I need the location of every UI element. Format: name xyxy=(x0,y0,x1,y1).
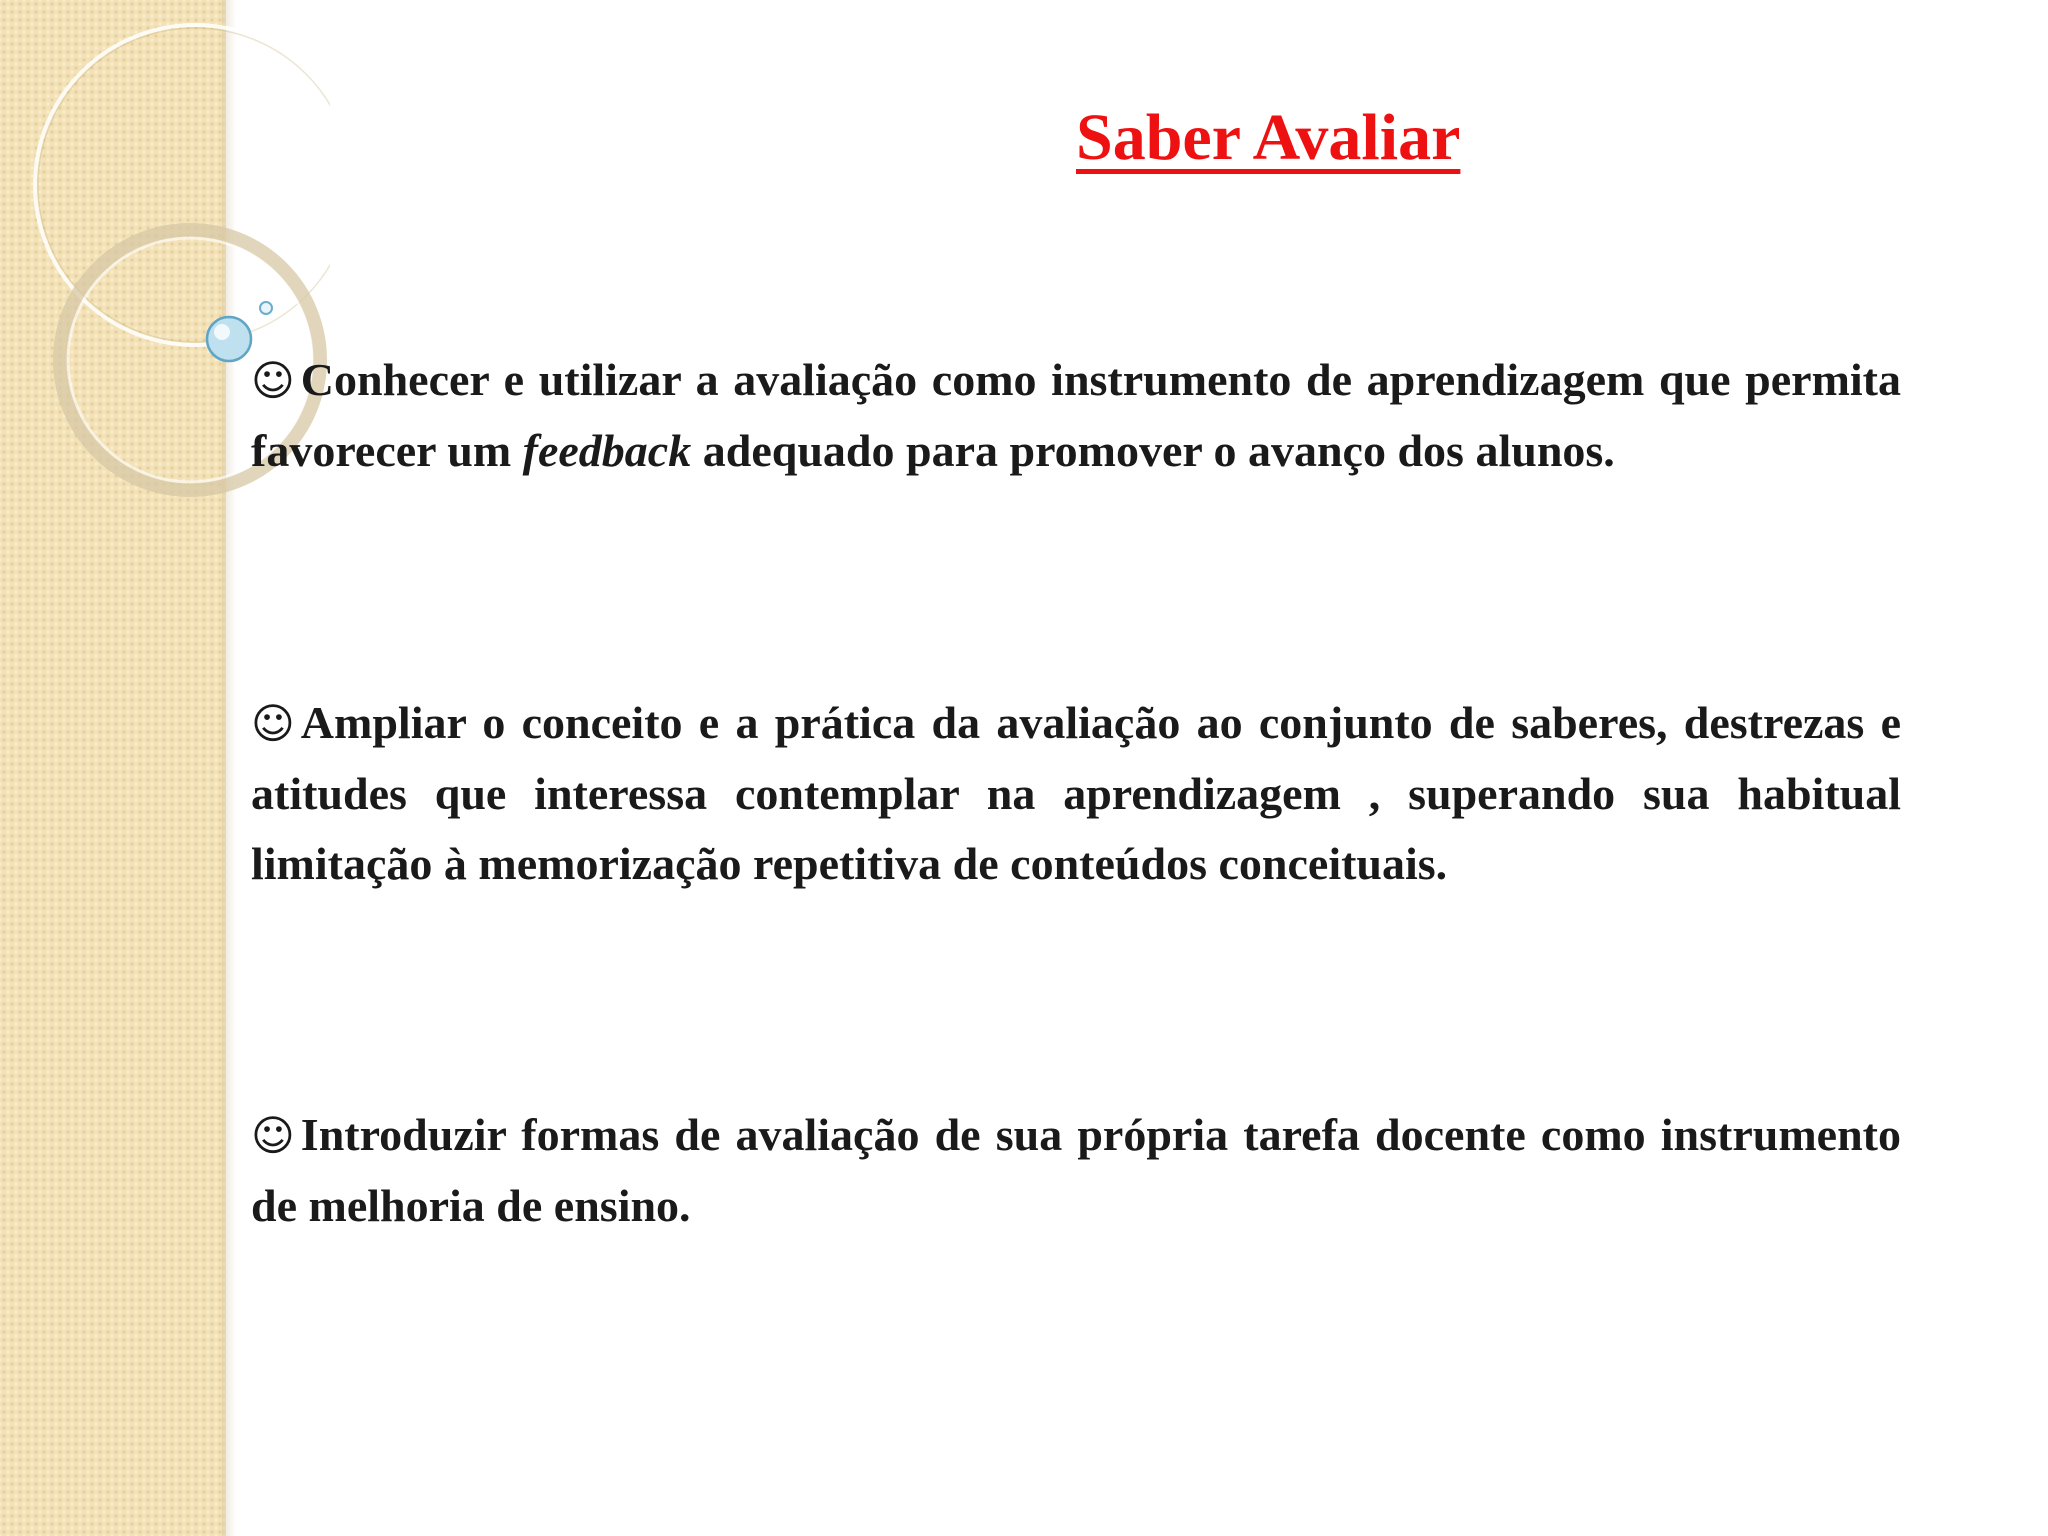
bullet-2-text: Ampliar o conceito e a prática da avaliação ao conjunto de saberes, destrezas e atitudes que interessa contemplar na aprendizagem , superando sua habitual limitação à memorização repetitiva de conteúdos conceituais. xyxy=(251,697,1901,889)
bubble-large-shine xyxy=(214,324,230,340)
smiley-icon: ☺ xyxy=(251,356,295,405)
bullet-text-2 xyxy=(251,688,1901,899)
title-area xyxy=(226,0,2048,320)
bullet-1-text-before: Conhecer e utilizar a avaliação como instrumento de aprendizagem que permita favorecer um xyxy=(251,354,1901,476)
bullet-item-2 xyxy=(251,688,1901,899)
bullet-3-text: Introduzir formas de avaliação de sua própria tarefa docente como instrumento de melhoria de ensino. xyxy=(251,1109,1901,1231)
bullet-text-3 xyxy=(251,1100,1901,1241)
bullet-item-3 xyxy=(251,1100,1901,1241)
bubble-large xyxy=(207,317,251,361)
slide-title: Saber Avaliar xyxy=(1076,101,1461,174)
smiley-icon: ☺ xyxy=(251,699,295,748)
bullet-1-text-after: adequado para promover o avanço dos alunos. xyxy=(691,425,1615,476)
smiley-icon: ☺ xyxy=(251,1111,295,1160)
bullet-text-1 xyxy=(251,345,1901,486)
bullet-1-emphasis: feedback xyxy=(522,425,692,476)
bullet-item-1 xyxy=(251,345,1901,486)
